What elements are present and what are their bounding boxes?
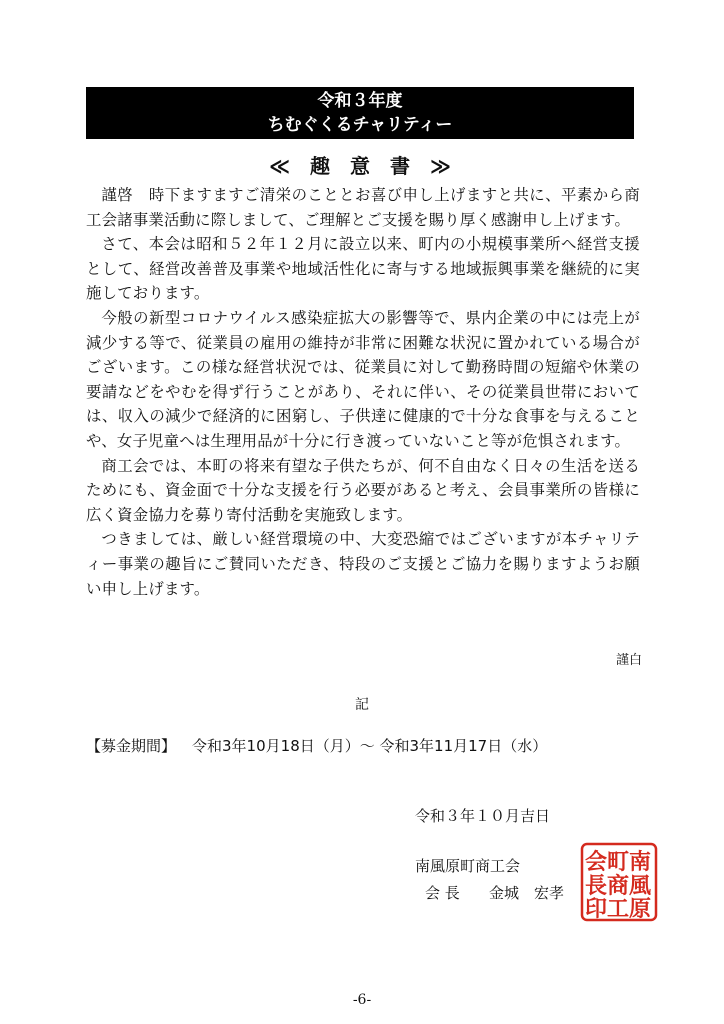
paragraph-2: さて、本会は昭和５２年１２月に設立以来、町内の小規模事業所へ経営支援として、経営改善普及事業や地域活性化に寄与する地域振興事業を継続的に実施しております。: [86, 235, 640, 303]
official-seal-stamp: [580, 842, 658, 922]
svg-text:商: 商: [606, 874, 630, 899]
paragraph-1: 謹啓 時下ますますご清栄のこととお喜び申し上げますと共に、平素から商工会諸事業活動に際しまして、ご理解とご支援を賜り厚く感謝申し上げます。: [86, 186, 640, 229]
body-text: [86, 183, 640, 601]
paragraph-4: 商工会では、本町の将来有望な子供たちが、何不自由なく日々の生活を送るためにも、資金面で十分な支援を行う必要があると考え、会員事業所の皆様に広く資金協力を募り寄付活動を実施致します。: [86, 456, 640, 524]
fundraising-period: [86, 735, 547, 757]
document-heading: ≪ 趣 意 書 ≫: [269, 154, 451, 178]
svg-text:印: 印: [584, 897, 608, 922]
period-label: 【募金期間】: [86, 737, 177, 755]
page-number: -6-: [352, 992, 372, 1008]
title-banner: [86, 87, 634, 139]
svg-text:長: 長: [584, 874, 608, 899]
paragraph-3: 今般の新型コロナウイルス感染症拡大の影響等で、県内企業の中には売上が減少する等で、従業員の雇用の維持が非常に困難な状況に置かれている場合がございます。この様な経営状況では、従業員に対して勤務時間の短縮や休業の要請などをやむを得ず行うことがあり、それに伴い、その従業員世帯においては、収入の減少で経済的に困窮し、子供達に健康的で十分な食事を与えることや、女子児童へは生理用品が十分に行き渡っていないこと等が危惧されます。: [86, 308, 640, 450]
closing-word: 謹白: [615, 653, 642, 668]
issue-date: 令和３年１０月吉日: [415, 807, 551, 825]
representative-name: 金城 宏孝: [489, 884, 565, 902]
svg-text:風: 風: [628, 874, 652, 899]
period-value: 令和3年10月18日（月）～ 令和3年11月17日（水）: [192, 737, 548, 755]
organization-name: 南風原町商工会: [415, 857, 521, 875]
paragraph-5: つきましては、厳しい経営環境の中、大変恐縮ではございますが本チャリティー事業の趣旨にご賛同いただき、特段のご支援とご協力を賜りますようお願い申し上げます。: [86, 530, 640, 598]
svg-text:原: 原: [628, 897, 652, 922]
title-line-1: 令和３年度: [317, 91, 403, 111]
representative-title: 会 長: [425, 884, 460, 902]
title-line-2: ちむぐくるチャリティー: [267, 115, 453, 135]
svg-text:会: 会: [584, 850, 608, 875]
svg-text:工: 工: [606, 897, 630, 922]
svg-text:町: 町: [606, 850, 630, 875]
representative: [425, 882, 564, 904]
svg-text:南: 南: [628, 850, 652, 875]
ki-mark: 記: [355, 697, 369, 713]
